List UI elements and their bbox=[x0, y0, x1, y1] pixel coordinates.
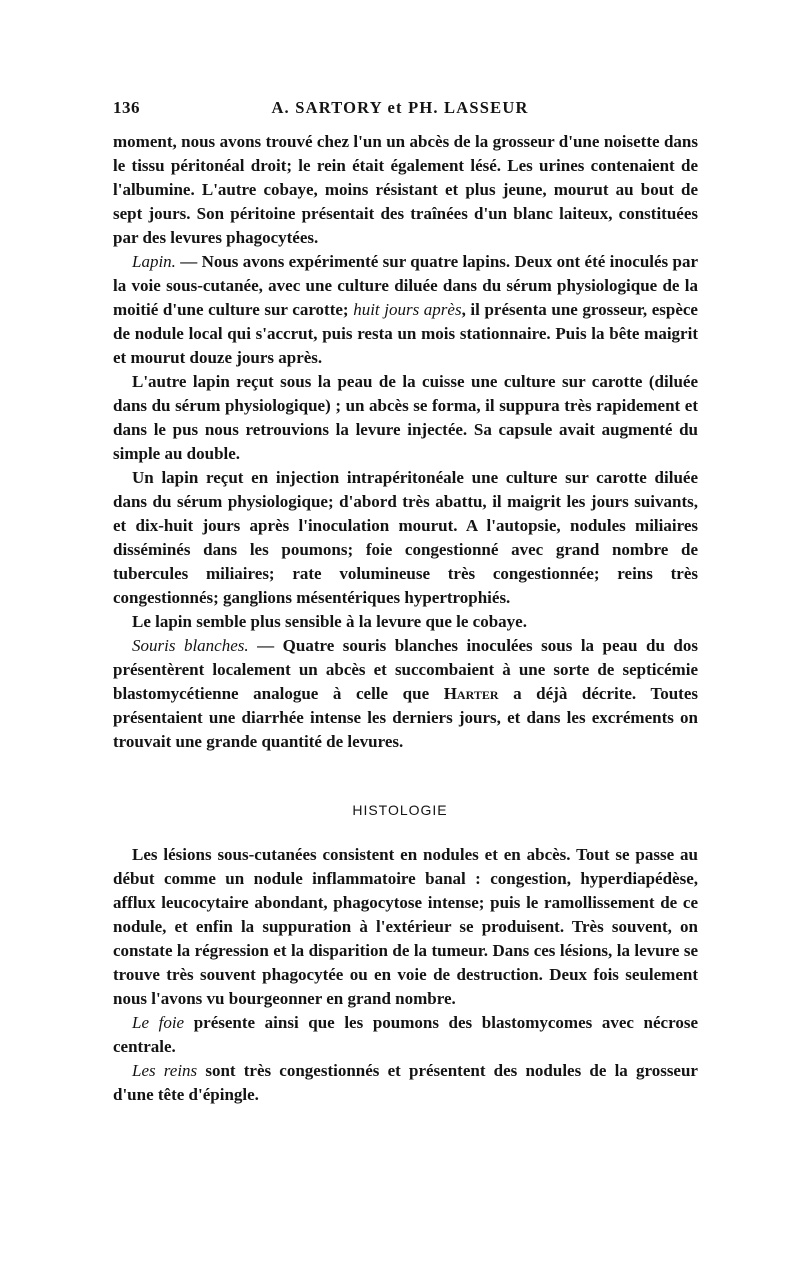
page-number: 136 bbox=[113, 98, 140, 117]
paragraph-souris-text-b: a déjà décrite. Toutes présentaient une diarrhée intense les derniers jours, et dans les excréments on trouvait une grande quantité de levures. bbox=[113, 684, 699, 751]
paragraph-souris-text-a: — Quatre souris blanches inoculées sous la peau du dos présentèrent localement un abcès et succombaient à une sorte de septicémie blastomycétienne analogue à celle que bbox=[113, 636, 698, 703]
paragraph-lapin bbox=[113, 250, 698, 370]
paragraph-lesions: Les lésions sous-cutanées consistent en nodules et en abcès. Tout se passe au début comme un nodule inflammatoire banal : congestion, hyperdiapédèse, afflux leucocytaire abondant, phagocytose intense; puis le ramollissement de ce nodule, et enfin la suppuration à l'extérieur se produisent. Très souvent, on constate la régression et la disparition de la tumeur. Dans ces lésions, la levure se trouve très souvent phagocytée ou en voie de destruction. Deux fois seulement nous l'avons vu bourgeonner en grand nombre. bbox=[113, 845, 698, 1008]
paragraph-souris-label: Souris blanches. bbox=[132, 636, 249, 655]
paragraph-foie bbox=[113, 1011, 698, 1059]
paragraph-lapin-text-b: , il présenta une grosseur, espèce de nodule local qui s'accrut, puis resta un mois stationnaire. Puis la bête maigrit et mourut douze jours après. bbox=[113, 300, 698, 367]
paragraph-souris bbox=[113, 634, 698, 754]
paragraph-foie-text: présente ainsi que les poumons des blastomycomes avec nécrose centrale. bbox=[113, 1013, 698, 1056]
paragraph-reins-label: Les reins bbox=[132, 1061, 198, 1080]
paragraph-foie-label: Le foie bbox=[132, 1013, 185, 1032]
author-name-harter: Harter bbox=[443, 684, 499, 703]
paragraph-lapin-label: Lapin. bbox=[132, 252, 176, 271]
paragraph-reins bbox=[113, 1059, 698, 1107]
paragraph-cobaye-continued: moment, nous avons trouvé chez l'un un abcès de la grosseur d'une noisette dans le tissu péritonéal droit; le rein était également lésé. Les urines contenaient de l'albumine. L'autre cobaye, moins résistant et plus jeune, mourut au bout de sept jours. Son péritoine présentait des traînées d'un blanc laiteux, constituées par des levures phagocytées. bbox=[113, 132, 698, 247]
section-heading-histologie: HISTOLOGIE bbox=[352, 802, 448, 818]
paragraph-lapin-italic: huit jours après bbox=[353, 300, 462, 319]
paragraph-reins-text: sont très congestionnés et présentent des nodules de la grosseur d'une tête d'épingle. bbox=[113, 1061, 698, 1104]
body-text-part1 bbox=[113, 130, 698, 754]
paragraph-lapin-intraperitoneal: Un lapin reçut en injection intrapéritonéale une culture sur carotte diluée dans du sérum physiologique; d'abord très abattu, il maigrit les jours suivants, et dix-huit jours après l'inoculation mourut. A l'autopsie, nodules miliaires disséminés dans les poumons; foie congestionné avec grand nombre de tubercules miliaires; rate volumineuse très congestionnée; reins très congestionnés; ganglions mésentériques hypertrophiés. bbox=[113, 468, 698, 607]
paragraph-lapin-sensible: Le lapin semble plus sensible à la levure que le cobaye. bbox=[132, 612, 527, 631]
paragraph-lapin-text-a: — Nous avons expérimenté sur quatre lapins. Deux ont été inoculés par la voie sous-cutanée, avec une culture diluée dans du sérum physiologique de la moitié d'une culture sur carotte; bbox=[113, 252, 698, 319]
paragraph-autre-lapin: L'autre lapin reçut sous la peau de la cuisse une culture sur carotte (diluée dans du sérum physiologique) ; un abcès se forma, il suppura très rapidement et dans le pus nous retrouvions la levure injectée. Sa capsule avait augmenté du simple au double. bbox=[113, 372, 698, 463]
body-text-part2 bbox=[113, 843, 698, 1107]
running-head: A. SARTORY et PH. LASSEUR bbox=[271, 98, 529, 117]
